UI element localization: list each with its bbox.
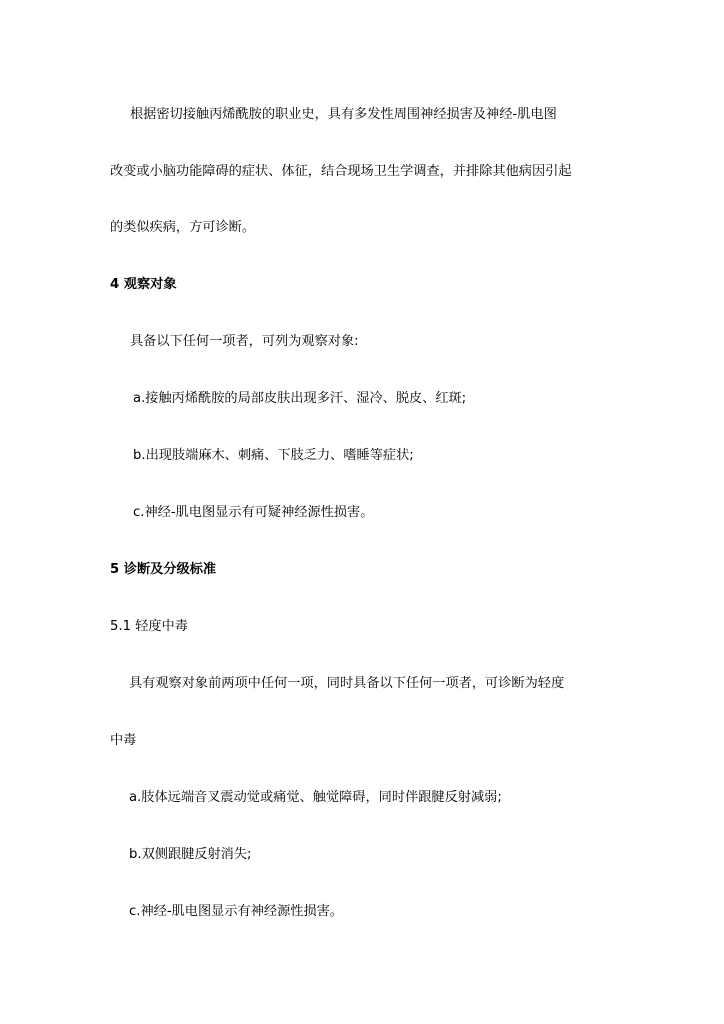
section-5-1-item-c: c.神经-肌电图显示有神经源性损害。 <box>129 904 344 919</box>
section-5-1-item-a: a.肢体远端音叉震动觉或痛觉、触觉障碍，同时伴跟腱反射减弱; <box>129 790 502 805</box>
section-4-heading: 4 观察对象 <box>110 277 177 292</box>
criteria-line-3: 的类似疾病，方可诊断。 <box>110 220 256 235</box>
section-4-item-a: a.接触丙烯酰胺的局部皮肤出现多汗、湿冷、脱皮、红斑; <box>133 391 467 406</box>
section-5-1-intro-line-1: 具有观察对象前两项中任何一项，同时具备以下任何一项者，可诊断为轻度 <box>129 676 565 691</box>
section-5-1-subheading: 5.1 轻度中毒 <box>110 619 188 634</box>
section-4-item-c: c.神经-肌电图显示有可疑神经源性损害。 <box>133 505 374 520</box>
section-5-1-intro-line-2: 中毒 <box>110 733 137 748</box>
section-4-item-b: b.出现肢端麻木、刺痛、下肢乏力、嗜睡等症状; <box>133 448 414 463</box>
section-4-intro: 具备以下任何一项者，可列为观察对象: <box>130 334 359 349</box>
section-5-1-item-b: b.双侧跟腱反射消失; <box>129 847 252 862</box>
section-5-heading: 5 诊断及分级标准 <box>110 562 217 577</box>
criteria-line-1: 根据密切接触丙烯酰胺的职业史，具有多发性周围神经损害及神经-肌电图 <box>130 107 557 122</box>
criteria-line-2: 改变或小脑功能障碍的症状、体征，结合现场卫生学调查，并排除其他病因引起 <box>110 164 572 179</box>
